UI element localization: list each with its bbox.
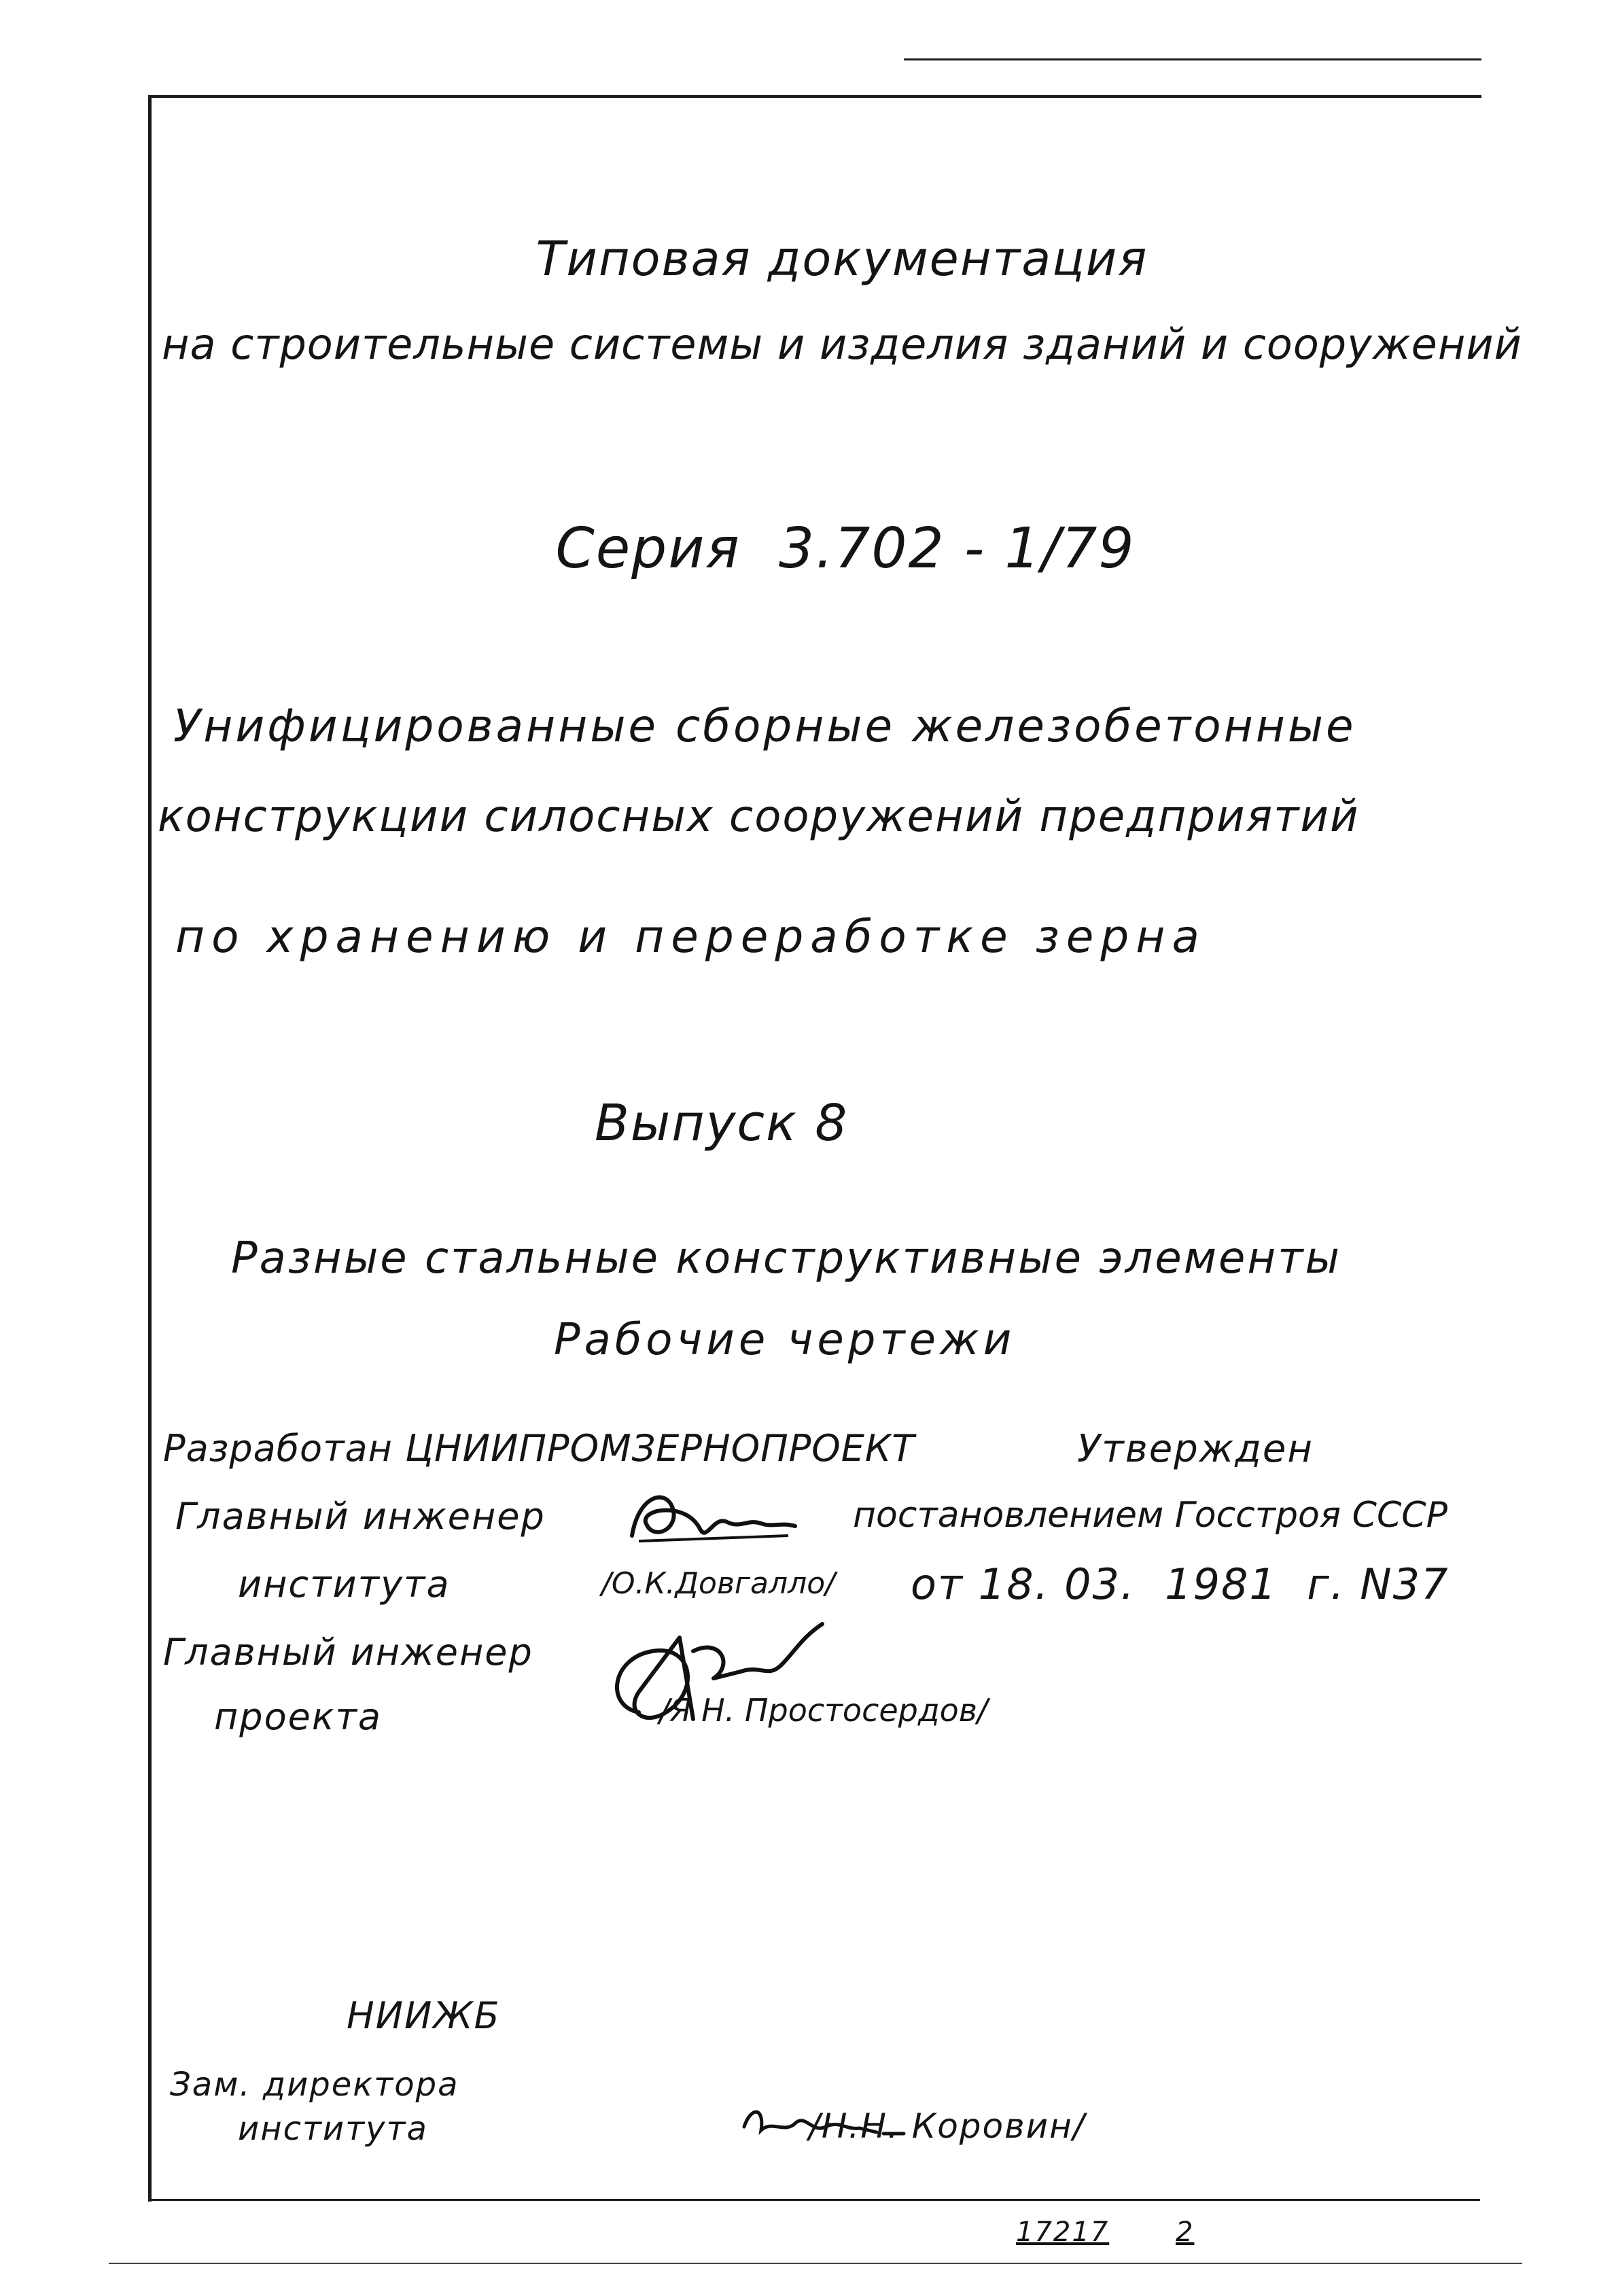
subtitle-line-1: Разные стальные конструктивные элементы — [231, 1233, 1342, 1284]
frame-top-border — [150, 95, 1481, 98]
header-line-1: Типовая документация — [535, 231, 1148, 287]
approval-label: Утвержден — [1077, 1427, 1314, 1471]
approval-line-2: постановлением Госстроя СССР — [853, 1495, 1447, 1536]
signature-dovgallo — [625, 1481, 802, 1556]
chief-engineer-label-2: института — [238, 1563, 451, 1606]
deputy-director-label-2: института — [238, 2110, 428, 2148]
footer-code: 17217 — [1016, 2216, 1110, 2248]
top-short-rule — [904, 58, 1481, 60]
frame-bottom-border — [148, 2199, 1480, 2201]
project-engineer-label-1: Главный инженер — [163, 1631, 533, 1674]
chief-engineer-name: /О.К.Довгалло/ — [601, 1566, 835, 1601]
header-line-2: на строительные системы и изделия зданий и сооружений — [162, 319, 1522, 369]
subtitle-line-2: Рабочие чертежи — [554, 1315, 1016, 1365]
project-engineer-label-2: проекта — [214, 1695, 383, 1738]
deputy-director-name: /Н.Н. Коровин/ — [809, 2106, 1086, 2146]
title-line-1: Унифицированные сборные железобетонные — [173, 700, 1356, 752]
approval-line-3: от 18. 03. 1981 г. N37 — [911, 1559, 1450, 1609]
footer-page-number: 2 — [1176, 2216, 1195, 2248]
chief-engineer-label-1: Главный инженер — [175, 1495, 546, 1538]
series-number: Серия 3.702 - 1/79 — [555, 516, 1136, 581]
title-line-2: конструкции силосных сооружений предприятий — [158, 792, 1360, 842]
developer-label: Разработан ЦНИИПРОМЗЕРНОПРОЕКТ — [163, 1427, 915, 1470]
frame-left-border — [148, 95, 152, 2202]
title-line-3: по хранению и переработке зерна — [175, 911, 1206, 963]
niizhb-org: НИИЖБ — [347, 1994, 501, 2037]
page-bottom-rule — [109, 2263, 1522, 2264]
deputy-director-label-1: Зам. директора — [170, 2066, 459, 2104]
issue-number: Выпуск 8 — [595, 1094, 849, 1152]
signature-prostoserdov — [598, 1610, 856, 1746]
project-engineer-name: /Я Н. Простосердов/ — [659, 1692, 988, 1729]
